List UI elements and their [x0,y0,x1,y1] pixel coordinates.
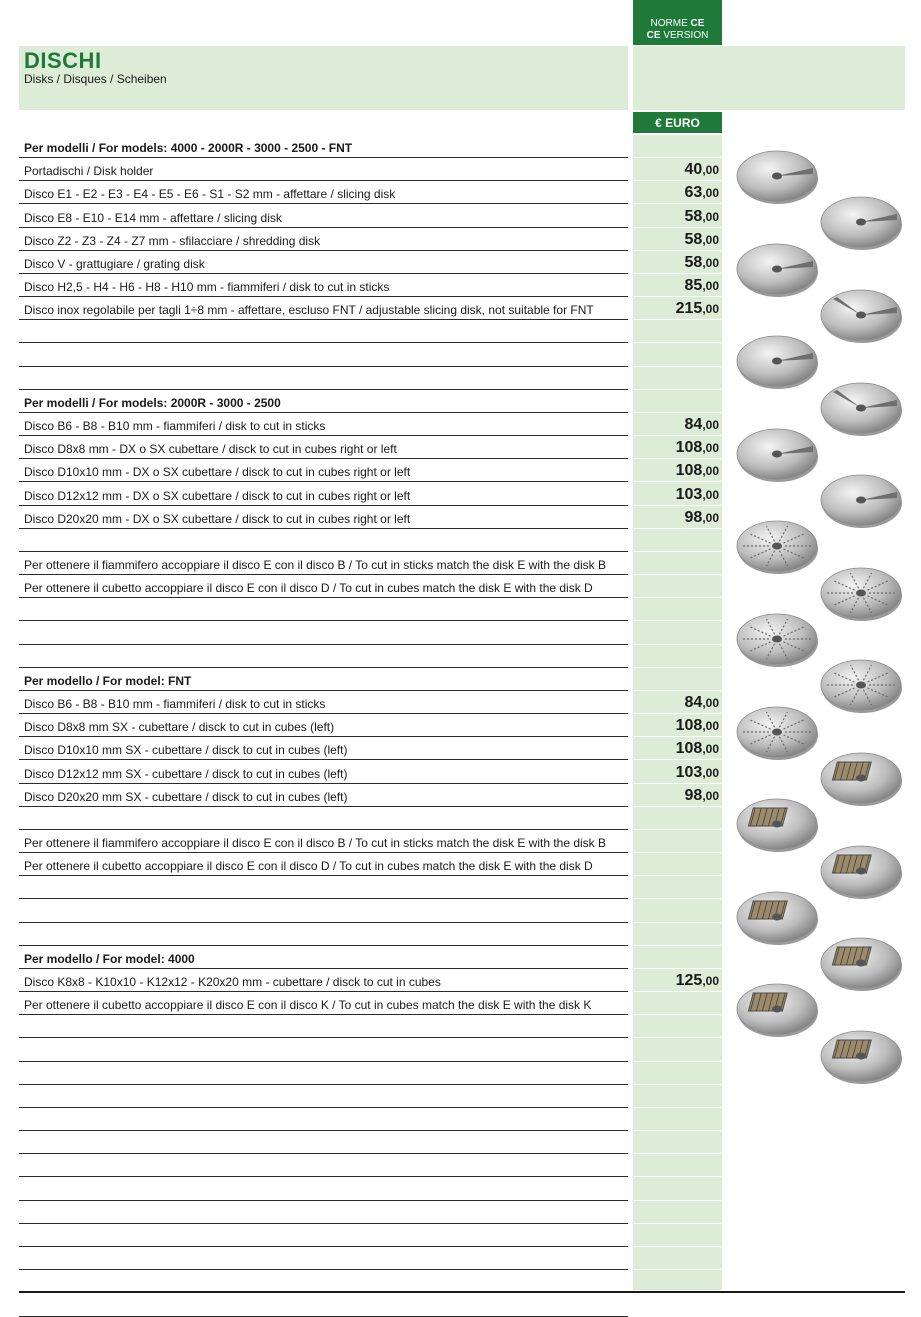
price-decimals: ,00 [702,279,719,293]
item-description: Disco D12x12 mm - DX o SX cubettare / disck to cut in cubes right or left [24,489,411,503]
price-integer: 108 [675,740,703,757]
price-integer: 84 [684,694,703,711]
price-decimals: ,00 [702,766,719,780]
price-decimals: ,00 [702,163,719,177]
item-description: Disco B6 - B8 - B10 mm - fiammiferi / disk to cut in sticks [24,419,326,433]
item-description: Per ottenere il fiammifero accoppiare il disco E con il disco B / To cut in sticks match the disk E with the disk B [24,836,607,850]
item-description: Disco D8x8 mm SX - cubettare / disck to cut in cubes (left) [24,720,335,734]
item-description: Disco E1 - E2 - E3 - E4 - E5 - E6 - S1 - S2 mm - affettare / slicing disk [24,187,396,201]
grating-disk-image [735,702,819,762]
dicing-grid-disk-image [819,748,903,808]
slicing-disk-image [735,146,819,206]
item-description: Disco H2,5 - H4 - H6 - H8 - H10 mm - fiammiferi / disk to cut in sticks [24,280,390,294]
price-integer: 40 [684,161,703,178]
price-integer: 58 [684,208,703,225]
page-title: DISCHI [24,48,102,73]
price-decimals: ,00 [702,719,719,733]
price-integer: 63 [684,184,703,201]
price-integer: 98 [684,787,703,804]
item-description: Disco E8 - E10 - E14 mm - affettare / slicing disk [24,211,282,225]
grating-disk-image [735,516,819,576]
item-description: Disco D10x10 mm - DX o SX cubettare / disck to cut in cubes right or left [24,465,411,479]
adjustable-slicing-disk-image [819,285,903,345]
page-subtitle: Disks / Disques / Scheiben [24,72,167,86]
section-heading: Per modelli / For models: 2000R - 3000 - 2500 [24,396,281,410]
price-integer: 108 [675,462,703,479]
price-integer: 215 [675,300,703,317]
section-heading: Per modello / For model: FNT [24,674,192,688]
price-decimals: ,00 [702,256,719,270]
slicing-disk-image [735,331,819,391]
item-description: Disco B6 - B8 - B10 mm - fiammiferi / disk to cut in sticks [24,697,326,711]
item-description: Disco K8x8 - K10x10 - K12x12 - K20x20 mm - cubettare / disck to cut in cubes [24,975,441,989]
grating-disk-image [819,655,903,715]
item-description: Per ottenere il cubetto accoppiare il disco E con il disco D / To cut in cubes match the disk E with the disk D [24,581,593,595]
item-description: Disco D10x10 mm SX - cubettare / disck to cut in cubes (left) [24,743,348,757]
price-integer: 58 [684,254,703,271]
price-integer: 108 [675,439,703,456]
ce-line1-bold: CE [690,18,705,29]
price-integer: 103 [675,486,703,503]
item-description: Disco D20x20 mm SX - cubettare / disck to cut in cubes (left) [24,790,348,804]
price-decimals: ,00 [702,488,719,502]
ce-line1-prefix: NORME [650,18,691,29]
section-heading: Per modelli / For models: 4000 - 2000R - 3000 - 2500 - FNT [24,141,353,155]
slicing-disk-image [735,424,819,484]
ce-line2-bold: CE [646,30,661,41]
dicing-grid-disk-image [819,1026,903,1086]
dicing-grid-disk-image [735,887,819,947]
bottom-rule [19,1291,905,1293]
ce-line2-suffix: VERSION [660,30,709,41]
price-decimals: ,00 [702,742,719,756]
item-description: Per ottenere il cubetto accoppiare il disco E con il disco K / To cut in cubes match the disk E with the disk K [24,998,592,1012]
grating-disk-image [735,609,819,669]
dicing-grid-disk-image [819,933,903,993]
price-decimals: ,00 [702,441,719,455]
slicing-disk-image [819,192,903,252]
price-decimals: ,00 [702,233,719,247]
grating-disk-image [819,563,903,623]
section-heading: Per modello / For model: 4000 [24,952,195,966]
dicing-grid-disk-image [819,841,903,901]
currency-header: € EURO [633,112,722,133]
item-description: Disco V - grattugiare / grating disk [24,257,205,271]
dicing-grid-disk-image [735,794,819,854]
price-integer: 98 [684,509,703,526]
price-integer: 58 [684,231,703,248]
price-integer: 108 [675,717,703,734]
item-description: Disco inox regolabile per tagli 1÷8 mm - affettare, escluso FNT / adjustable slicing disk, not suitable for FNT [24,303,594,317]
price-decimals: ,00 [702,464,719,478]
item-description: Disco Z2 - Z3 - Z4 - Z7 mm - sfilacciare / shredding disk [24,234,321,248]
item-description: Per ottenere il cubetto accoppiare il disco E con il disco D / To cut in cubes match the disk E with the disk D [24,859,593,873]
item-description: Disco D12x12 mm SX - cubettare / disck to cut in cubes (left) [24,767,348,781]
slicing-disk-image [819,470,903,530]
price-decimals: ,00 [702,418,719,432]
price-integer: 84 [684,416,703,433]
price-decimals: ,00 [702,789,719,803]
price-decimals: ,00 [702,974,719,988]
item-description: Portadischi / Disk holder [24,164,154,178]
price-integer: 85 [684,277,703,294]
price-integer: 125 [675,972,703,989]
price-decimals: ,00 [702,511,719,525]
dicing-grid-disk-image [735,979,819,1039]
price-integer: 103 [675,764,703,781]
price-decimals: ,00 [702,302,719,316]
item-description: Disco D8x8 mm - DX o SX cubettare / disck to cut in cubes right or left [24,442,397,456]
price-decimals: ,00 [702,210,719,224]
slicing-disk-image [735,239,819,299]
item-description: Per ottenere il fiammifero accoppiare il disco E con il disco B / To cut in sticks match the disk E with the disk B [24,558,607,572]
price-decimals: ,00 [702,696,719,710]
item-description: Disco D20x20 mm - DX o SX cubettare / disck to cut in cubes right or left [24,512,411,526]
shredding-disk-image [819,378,903,438]
price-decimals: ,00 [702,186,719,200]
